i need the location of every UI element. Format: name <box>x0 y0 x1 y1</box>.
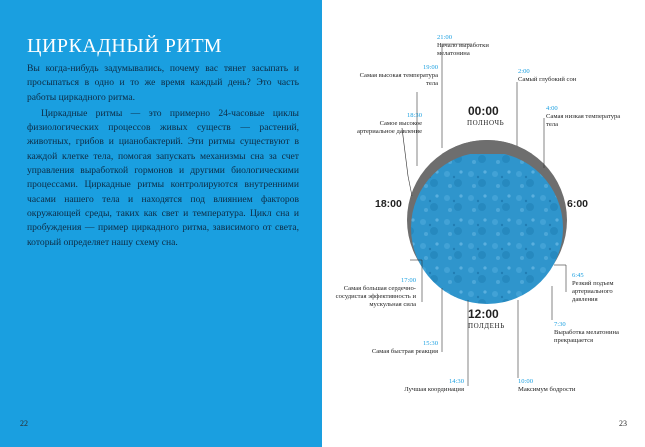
event-text: Самая высокая температура тела <box>359 72 438 87</box>
event-time: 6:45 <box>572 272 584 279</box>
page-number-left: 22 <box>20 419 28 428</box>
event-text: Лучшая координация <box>404 386 464 393</box>
event-time: 17:00 <box>400 277 416 284</box>
event-text: Резкий подъем артериального давления <box>572 280 614 303</box>
event-text: Самый глубокий сон <box>518 76 577 83</box>
event-0645 <box>572 272 634 304</box>
event-text: Выработка мелатонина прекращается <box>554 329 619 344</box>
event-1000 <box>518 378 598 394</box>
event-text: Самое высокое артериальное давление <box>356 120 422 135</box>
event-time: 2:00 <box>518 68 530 75</box>
body-text <box>27 62 299 250</box>
event-0730 <box>554 321 620 345</box>
right-page <box>322 0 645 447</box>
hour-noon-label: ПОЛДЕНЬ <box>468 322 505 330</box>
event-text: Самая низкая температура тела <box>546 113 621 128</box>
event-1830 <box>344 112 422 136</box>
event-text: Начало выработки мелатонина <box>437 42 489 57</box>
event-time: 18:30 <box>406 112 422 119</box>
event-1430 <box>370 378 464 394</box>
event-0400 <box>546 105 626 129</box>
event-time: 7:30 <box>554 321 566 328</box>
hour-morning: 6:00 <box>567 198 589 210</box>
event-1700 <box>328 277 416 309</box>
event-0200 <box>518 68 588 84</box>
page-title: ЦИРКАДНЫЙ РИТМ <box>27 35 223 57</box>
page-number-right: 23 <box>619 419 627 428</box>
event-1900 <box>358 64 438 88</box>
hour-evening: 18:00 <box>375 198 402 210</box>
event-time: 19:00 <box>422 64 438 71</box>
event-time: 10:00 <box>518 378 534 385</box>
day-disc <box>411 152 563 304</box>
hour-midnight-label: ПОЛНОЧЬ <box>467 119 505 127</box>
event-1530 <box>362 340 438 356</box>
paragraph-2: Циркадные ритмы — это примерно 24-часовые циклы физиологических процессов живых существ — растений, животных, грибов и цианобактерий. Эти ритмы существуют в каждой клетке тела, помогая запускать механизмы сна за счет управления выработкой гормонов и другими биологическими процессами. Циркадные ритмы контролируются внутренними часами нашего тела и находятся под влиянием факторов окружающей среды, таких как свет и температура. Цикл сна и пробуждения — пример циркадного ритма, зависимого от света, который определяет нашу схему сна. <box>27 107 299 248</box>
event-time: 14:30 <box>448 378 464 385</box>
event-time: 21:00 <box>437 34 453 41</box>
event-time: 4:00 <box>546 105 558 112</box>
hour-noon: 12:00 <box>468 307 499 321</box>
hour-midnight: 00:00 <box>468 104 499 118</box>
paragraph-1: Вы когда-нибудь задумывались, почему вас тянет засыпать и просыпаться в одно и то же время каждый день? Это часть работы циркадного ритма. <box>27 63 299 103</box>
event-time: 15:30 <box>422 340 438 347</box>
event-text: Самая быстрая реакция <box>371 348 438 355</box>
event-text: Максимум бодрости <box>518 386 576 393</box>
event-text: Самая большая сердечно-сосудистая эффективность и мускульная сила <box>335 285 416 308</box>
event-2100 <box>437 34 507 58</box>
left-page <box>0 0 322 447</box>
